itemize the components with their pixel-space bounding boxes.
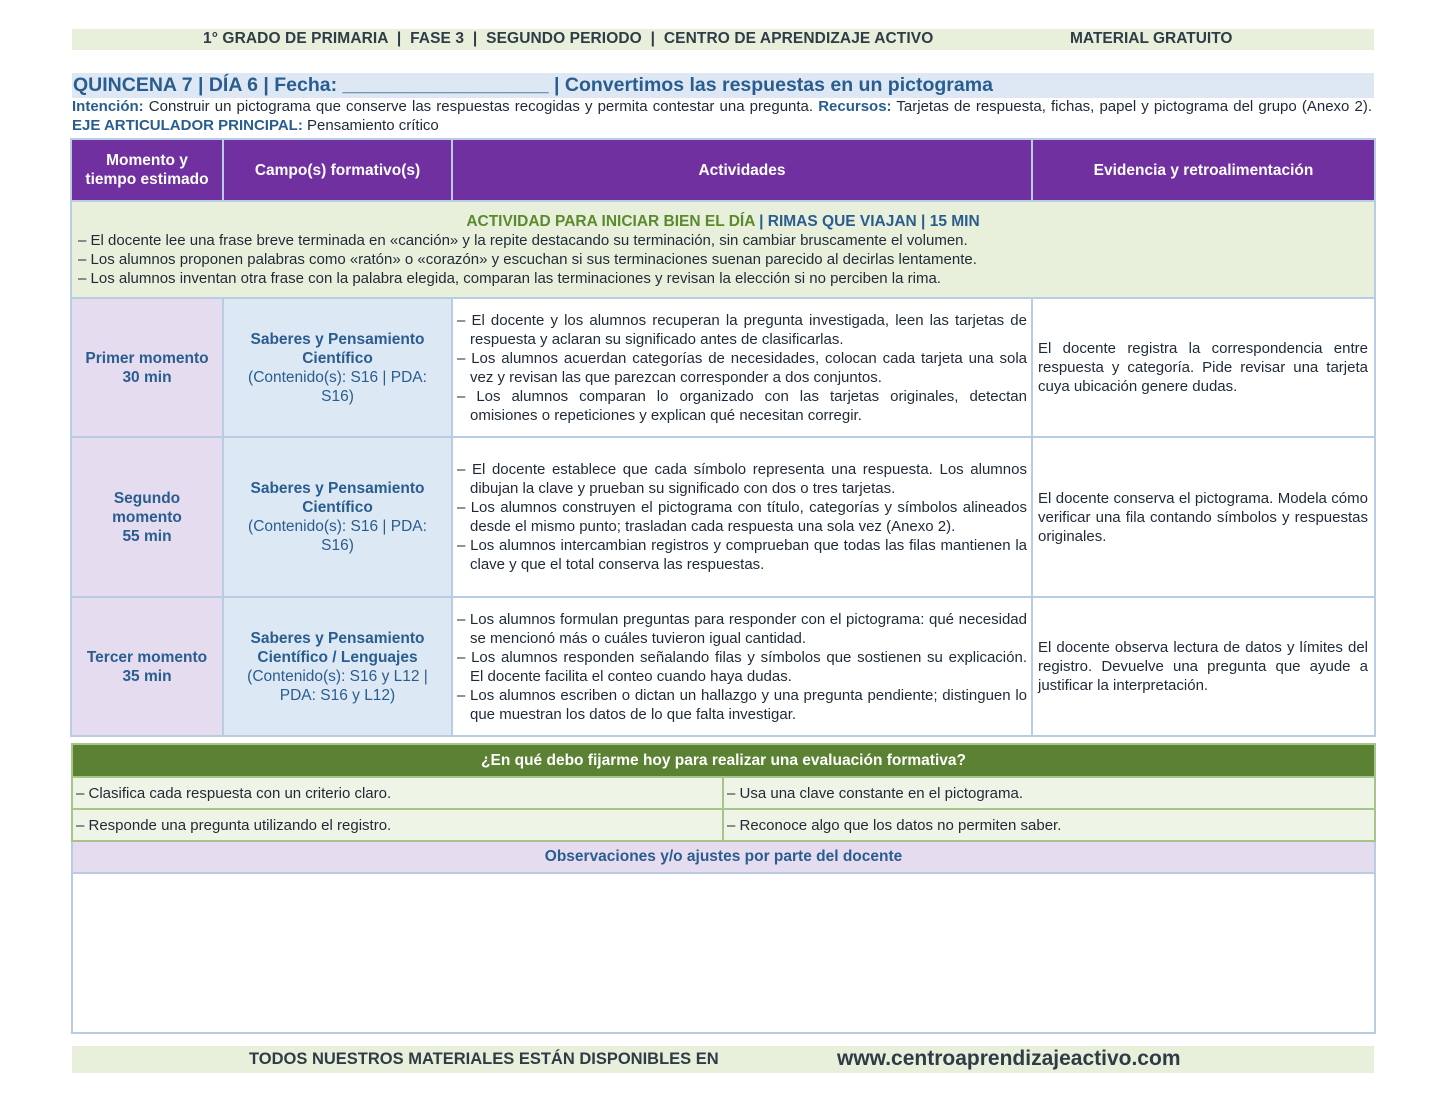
moment-cell: Primer momento 30 min: [71, 298, 223, 437]
header-grade-info: 1° GRADO DE PRIMARIA | FASE 3 | SEGUNDO PERIODO | CENTRO DE APRENDIZAJE ACTIVO: [203, 30, 934, 47]
evaluation-item: – Clasifica cada respuesta con un criterio claro.: [72, 777, 723, 809]
lesson-plan-table: [70, 138, 1376, 737]
evidence-cell: El docente conserva el pictograma. Modela cómo verificar una fila contando símbolos y respuestas originales.: [1032, 437, 1375, 597]
evidence-cell: El docente observa lectura de datos y límites del registro. Devuelve una pregunta que ayude a justificar la interpretación.: [1032, 597, 1375, 736]
observations-title: Observaciones y/o ajustes por parte del docente: [72, 841, 1375, 873]
start-line: – Los alumnos inventan otra frase con la palabra elegida, comparan las terminaciones y revisan la elección si no perciben la rima.: [78, 270, 941, 287]
campo-cell: Saberes y Pensamiento Científico / Lenguajes (Contenido(s): S16 y L12 | PDA: S16 y L12): [223, 597, 452, 736]
start-activity-row: [71, 201, 1375, 298]
moment-cell: Tercer momento 35 min: [71, 597, 223, 736]
moment-cell: Segundo momento 55 min: [71, 437, 223, 597]
evaluation-title: ¿En qué debo fijarme hoy para realizar una evaluación formativa?: [72, 744, 1375, 777]
table-header-row: [71, 139, 1375, 201]
header-moment: Momento y tiempo estimado: [71, 139, 223, 201]
axis-label: EJE ARTICULADOR PRINCIPAL:: [72, 117, 303, 134]
header-bar: [72, 29, 1374, 50]
formative-evaluation-table: [71, 743, 1376, 1034]
observations-area[interactable]: [72, 873, 1375, 1033]
activities-cell: [452, 597, 1032, 736]
activity-item: – Los alumnos intercambian registros y comprueban que todas las filas mantienen la clave y que el total conserva las respuestas.: [457, 537, 1027, 573]
activity-item: – Los alumnos acuerdan categorías de necesidades, colocan cada tarjeta una sola vez y revisan las que parezcan corresponder a dos conjuntos.: [457, 349, 1027, 386]
intent-text: Construir un pictograma que conserve las respuestas recogidas y permita contestar una pregunta.: [143, 98, 819, 115]
table-row: [71, 298, 1375, 437]
header-campo: Campo(s) formativo(s): [223, 139, 452, 201]
evaluation-item: – Responde una pregunta utilizando el registro.: [72, 809, 723, 841]
intent-paragraph: [72, 97, 1372, 135]
table-row: [71, 597, 1375, 736]
intent-label: Intención:: [72, 98, 144, 115]
activity-item: – El docente y los alumnos recuperan la pregunta investigada, leen las tarjetas de respuesta y aclaran su significado antes de clasificarlas.: [457, 311, 1027, 348]
start-line: – Los alumnos proponen palabras como «ratón» o «corazón» y escuchan si sus terminaciones suenan parecido al decirlas lentamente.: [78, 251, 977, 268]
evaluation-item: – Reconoce algo que los datos no permiten saber.: [723, 809, 1375, 841]
header-free-material: MATERIAL GRATUITO: [1070, 30, 1233, 47]
activities-cell: [452, 298, 1032, 437]
resources-label: Recursos:: [818, 98, 892, 115]
table-row: [71, 437, 1375, 597]
activity-item: – Los alumnos comparan lo organizado con las tarjetas originales, detectan omisiones o repeticiones y explican qué necesitan corregir.: [457, 387, 1027, 424]
activity-item: – Los alumnos formulan preguntas para responder con el pictograma: qué necesidad se mencionó más o cuáles tuvieron igual cantidad.: [457, 610, 1027, 647]
footer-url-link[interactable]: www.centroaprendizajeactivo.com: [837, 1047, 1181, 1070]
campo-cell: Saberes y Pensamiento Científico (Contenido(s): S16 | PDA: S16): [223, 437, 452, 597]
resources-text: Tarjetas de respuesta, fichas, papel y pictograma del grupo (Anexo 2).: [891, 98, 1372, 115]
activity-item: – Los alumnos construyen el pictograma con título, categorías y símbolos alineados desde el mismo punto; trasladan cada respuesta una sola vez (Anexo 2).: [457, 499, 1027, 535]
header-actividades: Actividades: [452, 139, 1032, 201]
campo-cell: Saberes y Pensamiento Científico (Contenido(s): S16 | PDA: S16): [223, 298, 452, 437]
activity-item: – Los alumnos responden señalando filas y símbolos que sostienen su explicación. El docente facilita el conteo cuando haya dudas.: [457, 648, 1027, 685]
evidence-cell: El docente registra la correspondencia entre respuesta y categoría. Pide revisar una tarjeta cuya ubicación genere dudas.: [1032, 298, 1375, 437]
page-title: QUINCENA 7 | DÍA 6 | Fecha: ___________________ | Convertimos las respuestas en un pictograma: [72, 73, 1374, 98]
evaluation-item: – Usa una clave constante en el pictograma.: [723, 777, 1375, 809]
footer-bar: [72, 1046, 1374, 1073]
activities-cell: [452, 437, 1032, 597]
start-activity-cell: [71, 201, 1375, 298]
start-line: – El docente lee una frase breve terminada en «canción» y la repite destacando su terminación, sin cambiar bruscamente el volumen.: [78, 232, 968, 249]
footer-text: TODOS NUESTROS MATERIALES ESTÁN DISPONIBLES EN: [249, 1050, 719, 1068]
axis-text: Pensamiento crítico: [302, 117, 439, 134]
header-evidencia: Evidencia y retroalimentación: [1032, 139, 1375, 201]
start-activity-title: ACTIVIDAD PARA INICIAR BIEN EL DÍA | RIMAS QUE VIAJAN | 15 MIN: [466, 213, 980, 230]
activity-item: – Los alumnos escriben o dictan un hallazgo y una pregunta pendiente; distinguen lo que muestran los datos de lo que falta investigar.: [457, 686, 1027, 723]
activity-item: – El docente establece que cada símbolo representa una respuesta. Los alumnos dibujan la clave y prueban su significado con dos o tres tarjetas.: [457, 461, 1027, 497]
